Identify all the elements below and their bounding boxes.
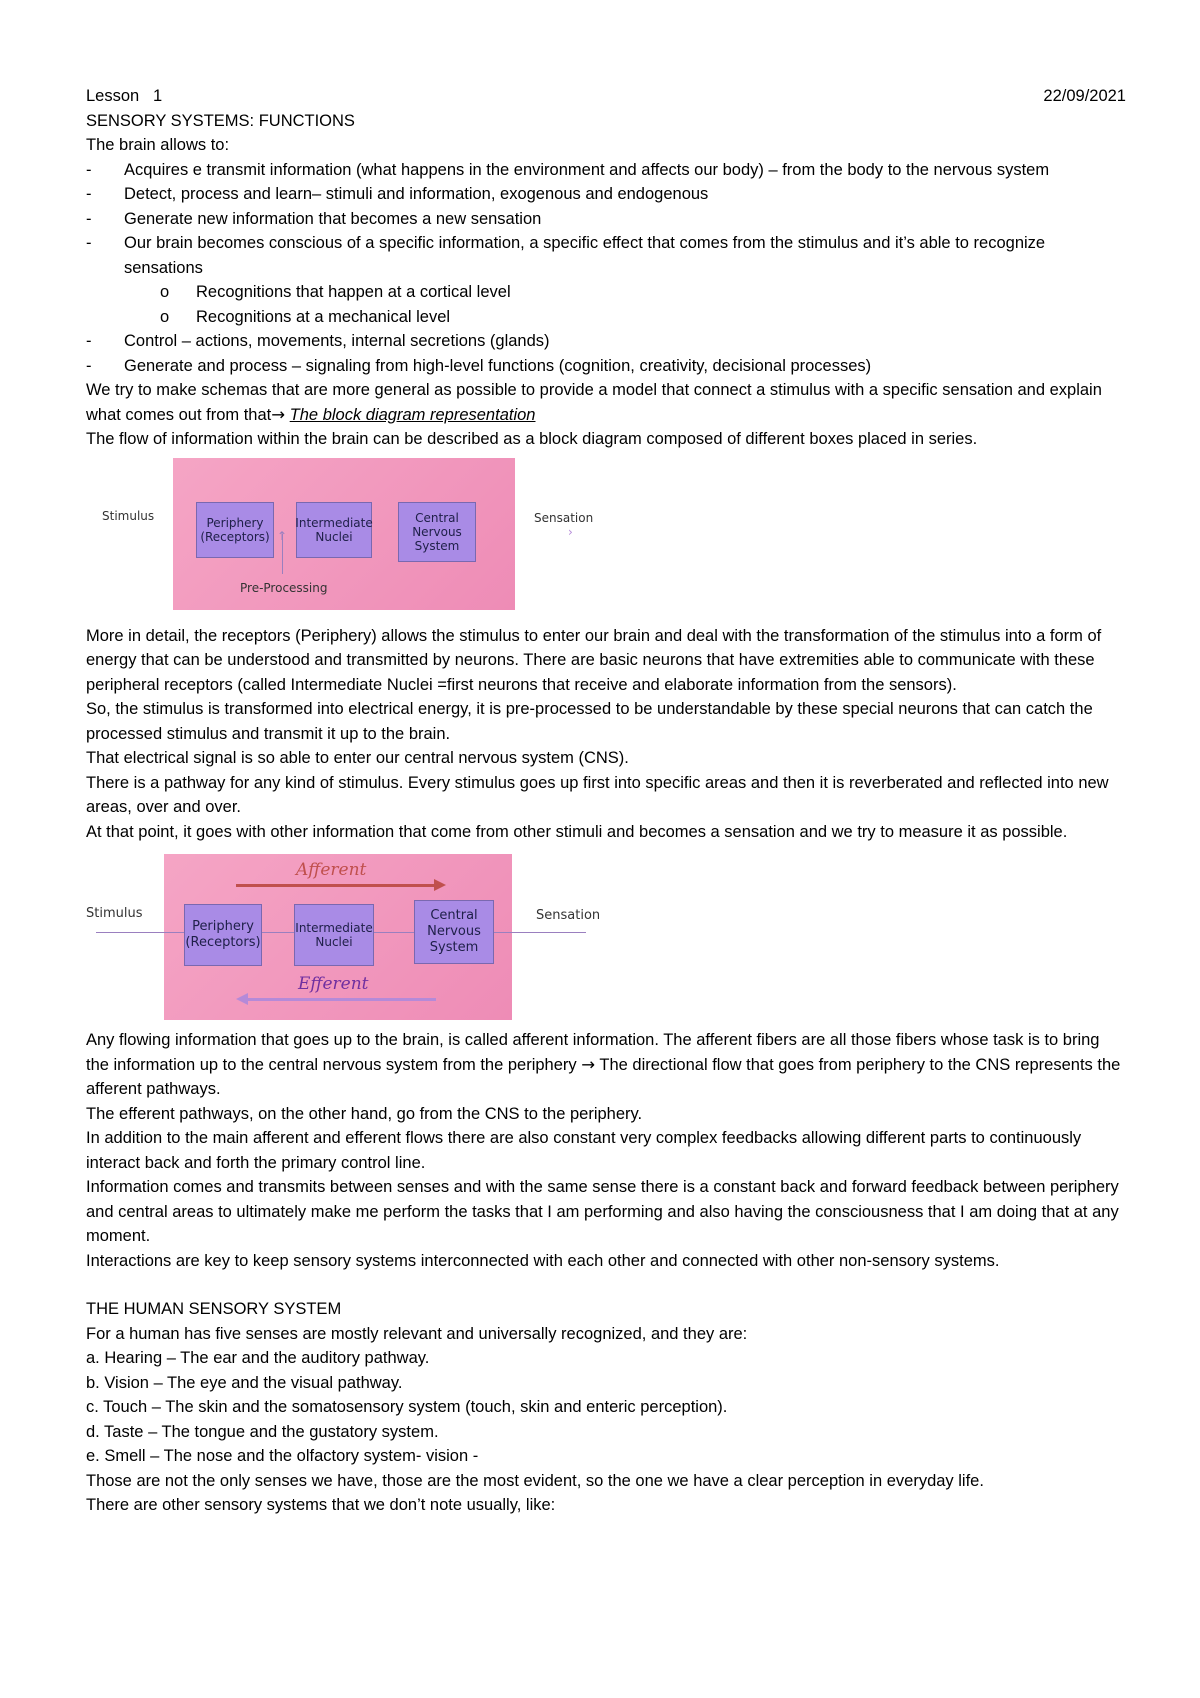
list-item: - Detect, process and learn– stimuli and information, exogenous and endogenous bbox=[86, 182, 1126, 207]
afferent-paragraph-4: Information comes and transmits between senses and with the same sense there is a constant back and forward feedback between periphery and central areas to ultimately make me perform the tasks that I am performing and also having the consciousness that I am doing that at any moment. bbox=[86, 1178, 1119, 1245]
afferent-text-a: Any flowing information that goes up to the brain, is called afferent information. The afferent fibers are all those fibers whose task is to bring the information up to the central nervous system from the periphery bbox=[86, 1031, 1100, 1074]
sensation-label: Sensation bbox=[536, 908, 601, 923]
schema-text: We try to make schemas that are more general as possible to provide a model that connect a stimulus with a specific sensation and explain what comes out from that bbox=[86, 381, 1102, 424]
function-list bbox=[86, 158, 1126, 379]
afferent-arrow-icon bbox=[236, 884, 436, 887]
block-diagram-link: The block diagram representation bbox=[289, 405, 536, 424]
detail-paragraph-5: At that point, it goes with other information that come from other stimuli and becomes a sensation and we try to measure it as possible. bbox=[86, 822, 1068, 841]
lesson-label: Lesson 1 bbox=[86, 87, 163, 105]
detail-paragraph-4: There is a pathway for any kind of stimulus. Every stimulus goes up first into specific areas and then it is reverberated and reflected into new areas, over and over. bbox=[86, 773, 1109, 816]
afferent-efferent-diagram bbox=[86, 850, 1126, 1028]
list-item-text: Our brain becomes conscious of a specific information, a specific effect that comes from the stimulus and it’s able to recognize sensations bbox=[124, 234, 1046, 277]
afferent-label: Afferent bbox=[296, 860, 367, 880]
header bbox=[86, 84, 1126, 109]
afferent-paragraph-1 bbox=[86, 1028, 1126, 1102]
afferent-text-b: The directional flow that goes from periphery to the CNS represents the afferent pathways. bbox=[86, 1055, 1121, 1098]
detail-paragraph-2: So, the stimulus is transformed into electrical energy, it is pre-processed to be understandable by these special neurons that can catch the processed stimulus and transmit it up to the brain. bbox=[86, 700, 1093, 743]
efferent-arrow-icon bbox=[246, 998, 436, 1001]
spacer bbox=[86, 1273, 1126, 1297]
intro-lead: The brain allows to: bbox=[86, 136, 230, 154]
afferent-paragraph-3: In addition to the main afferent and efferent flows there are also constant very complex feedbacks allowing different parts to continuously interact back and forth the primary control line. bbox=[86, 1129, 1082, 1172]
sensation-arrow-icon: › bbox=[568, 524, 573, 539]
detail-paragraph-3: That electrical signal is so able to enter our central nervous system (CNS). bbox=[86, 749, 629, 767]
sense-item: c. Touch – The skin and the somatosensory system (touch, skin and enteric perception). bbox=[86, 1398, 728, 1416]
block-diagram-1 bbox=[98, 458, 1126, 624]
list-item: - Acquires e transmit information (what happens in the environment and affects our body) – from the body to the nervous system bbox=[86, 158, 1126, 183]
section-title: SENSORY SYSTEMS: FUNCTIONS bbox=[86, 111, 355, 130]
up-arrow-icon: ↑ bbox=[277, 528, 288, 543]
afferent-paragraph-2: The efferent pathways, on the other hand, go from the CNS to the periphery. bbox=[86, 1104, 643, 1123]
detail-paragraph-1: More in detail, the receptors (Periphery) allows the stimulus to enter our brain and deal with the transformation of the stimulus into a form of energy that can be understood and transmitted by neurons. There are basic neurons that have extremities able to communicate with these peripheral receptors (called Intermediate Nuclei =first neurons that receive and elaborate information from the sensors). bbox=[86, 626, 1102, 694]
sense-item: d. Taste – The tongue and the gustatory system. bbox=[86, 1422, 439, 1441]
afferent-paragraph-5: Interactions are key to keep sensory systems interconnected with each other and connected with other non-sensory systems. bbox=[86, 1251, 1000, 1270]
preprocessing-label: Pre-Processing bbox=[240, 580, 328, 595]
human-section-title: THE HUMAN SENSORY SYSTEM bbox=[86, 1300, 342, 1318]
right-arrow-icon: → bbox=[271, 404, 286, 424]
closing-paragraph: There are other sensory systems that we don’t note usually, like: bbox=[86, 1496, 556, 1514]
efferent-label: Efferent bbox=[298, 974, 369, 994]
other-senses-paragraph: Those are not the only senses we have, those are the most evident, so the one we have a clear perception in everyday life. bbox=[86, 1471, 984, 1490]
sense-item: b. Vision – The eye and the visual pathway. bbox=[86, 1373, 403, 1392]
stimulus-label: Stimulus bbox=[86, 906, 143, 921]
list-item bbox=[86, 231, 1126, 329]
sub-list-item: o Recognitions that happen at a cortical level bbox=[86, 280, 1126, 305]
intermediate-nuclei-box: Intermediate Nuclei bbox=[296, 502, 372, 558]
periphery-box: Periphery (Receptors) bbox=[184, 904, 262, 966]
flow-paragraph: The flow of information within the brain can be described as a block diagram composed of different boxes placed in series. bbox=[86, 430, 978, 448]
stimulus-label: Stimulus bbox=[102, 508, 155, 523]
list-item: - Control – actions, movements, internal secretions (glands) bbox=[86, 329, 1126, 354]
sub-list bbox=[86, 280, 1126, 329]
cns-box: Central Nervous System bbox=[398, 502, 476, 562]
sensation-label: Sensation bbox=[534, 510, 594, 525]
right-arrow-icon: → bbox=[581, 1054, 596, 1074]
periphery-box: Periphery (Receptors) bbox=[196, 502, 274, 558]
sense-item: a. Hearing – The ear and the auditory pathway. bbox=[86, 1349, 430, 1367]
sub-list-item: o Recognitions at a mechanical level bbox=[86, 305, 1126, 330]
sense-item: e. Smell – The nose and the olfactory system- vision - bbox=[86, 1447, 479, 1465]
schema-paragraph bbox=[86, 378, 1126, 427]
document-page bbox=[86, 84, 1126, 1518]
list-item: - Generate and process – signaling from high-level functions (cognition, creativity, decisional processes) bbox=[86, 354, 1126, 379]
intermediate-nuclei-box: Intermediate Nuclei bbox=[294, 904, 374, 966]
human-lead: For a human has five senses are mostly relevant and universally recognized, and they are: bbox=[86, 1324, 748, 1343]
cns-box: Central Nervous System bbox=[414, 900, 494, 964]
list-item: - Generate new information that becomes a new sensation bbox=[86, 207, 1126, 232]
date-label: 22/09/2021 bbox=[1043, 87, 1126, 105]
